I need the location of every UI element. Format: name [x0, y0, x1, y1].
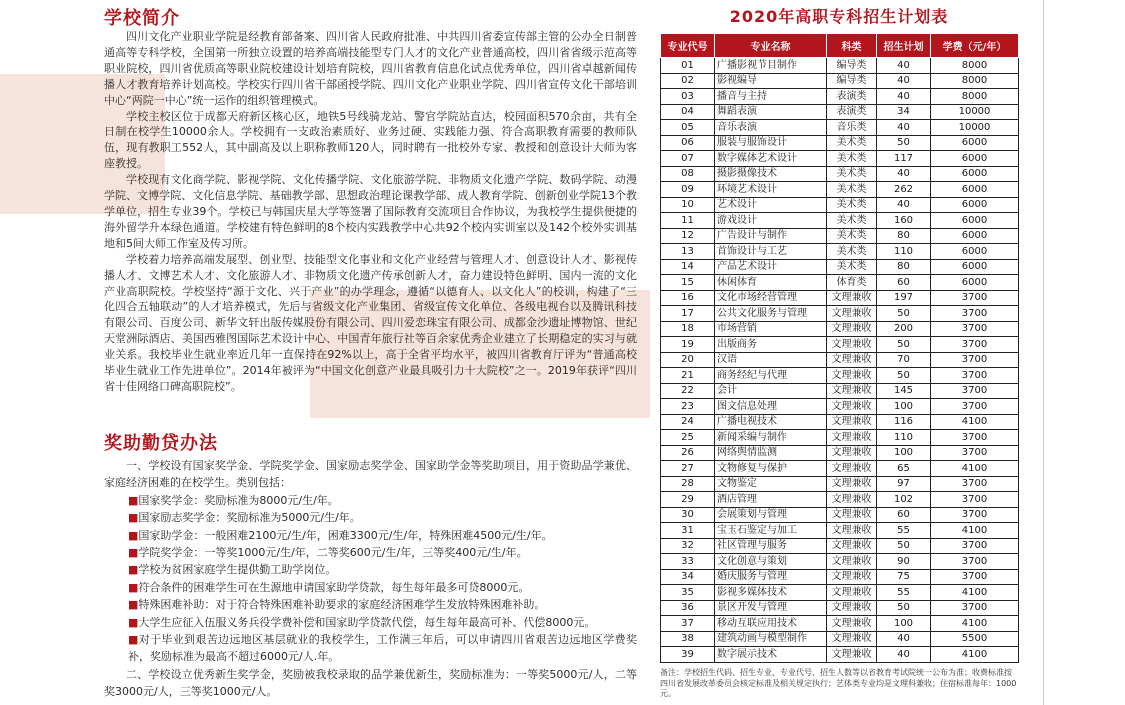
- table-row: [661, 569, 1019, 585]
- cell-quota: 97: [877, 476, 931, 492]
- cell-category: 文理兼收: [827, 647, 877, 663]
- cell-tuition: 6000: [931, 166, 1019, 182]
- cell-category: 文理兼收: [827, 600, 877, 616]
- cell-quota: 100: [877, 616, 931, 632]
- cell-major: 会计: [715, 383, 827, 399]
- cell-major: 影视多媒体技术: [715, 585, 827, 601]
- cell-major: 建筑动画与模型制作: [715, 631, 827, 647]
- cell-category: 文理兼收: [827, 290, 877, 306]
- cell-tuition: 6000: [931, 228, 1019, 244]
- cell-quota: 75: [877, 569, 931, 585]
- cell-major: 环境艺术设计: [715, 182, 827, 198]
- cell-code: 01: [661, 58, 715, 74]
- cell-tuition: 8000: [931, 73, 1019, 89]
- cell-quota: 40: [877, 647, 931, 663]
- cell-code: 19: [661, 337, 715, 353]
- table-row: [661, 476, 1019, 492]
- cell-category: 文理兼收: [827, 430, 877, 446]
- cell-quota: 50: [877, 368, 931, 384]
- table-row: [661, 523, 1019, 539]
- cell-category: 文理兼收: [827, 507, 877, 523]
- cell-category: 美术类: [827, 166, 877, 182]
- cell-quota: 50: [877, 538, 931, 554]
- aid-bullet: ■ 国家励志奖学金：奖励标准为5000元/生/年。: [104, 509, 637, 526]
- table-row: [661, 306, 1019, 322]
- cell-major: 文化创意与策划: [715, 554, 827, 570]
- cell-major: 图文信息处理: [715, 399, 827, 415]
- table-body: [661, 58, 1019, 663]
- plan-note: 备注：学校招生代码、招生专业、专业代号、招生人数等以省教育考试院统一公布为准；收费标准按四川省发展改革委员会核定标准及相关规定执行；艺体类专业均是文理科兼收；住宿标准每年：1000元。: [660, 668, 1017, 698]
- cell-category: 文理兼收: [827, 631, 877, 647]
- cell-major: 移动互联应用技术: [715, 616, 827, 632]
- table-row: [661, 120, 1019, 136]
- cell-tuition: 3700: [931, 352, 1019, 368]
- cell-major: 会展策划与管理: [715, 507, 827, 523]
- cell-quota: 80: [877, 228, 931, 244]
- cell-major: 艺术设计: [715, 197, 827, 213]
- cell-code: 10: [661, 197, 715, 213]
- cell-category: 文理兼收: [827, 399, 877, 415]
- cell-category: 美术类: [827, 259, 877, 275]
- cell-code: 07: [661, 151, 715, 167]
- cell-category: 美术类: [827, 182, 877, 198]
- cell-category: 文理兼收: [827, 538, 877, 554]
- cell-tuition: 3700: [931, 507, 1019, 523]
- table-row: [661, 321, 1019, 337]
- cell-major: 宝玉石鉴定与加工: [715, 523, 827, 539]
- table-row: [661, 554, 1019, 570]
- cell-quota: 80: [877, 259, 931, 275]
- header-quota: 招生计划: [877, 34, 931, 58]
- cell-quota: 40: [877, 120, 931, 136]
- header-major: 专业名称: [715, 34, 827, 58]
- cell-category: 文理兼收: [827, 523, 877, 539]
- cell-quota: 34: [877, 104, 931, 120]
- header-code: 专业代号: [661, 34, 715, 58]
- cell-major: 服装与服饰设计: [715, 135, 827, 151]
- cell-category: 文理兼收: [827, 461, 877, 477]
- cell-quota: 100: [877, 445, 931, 461]
- table-row: [661, 585, 1019, 601]
- cell-major: 景区开发与管理: [715, 600, 827, 616]
- intro-paragraph: 四川文化产业职业学院是经教育部备案、四川省人民政府批准、中共四川省委宣传部主管的公办全日制普通高等专科学校，全国第一所独立设置的培养高端技能型专门人才的文化产业普通高校，四川省省级示范高等职业院校，四川省优质高等职业院校建设计划培育院校，四川省教育信息化试点优秀单位，四川省卓越新闻传播人才教育培养计划高校。学校实行四川省干部函授学院、四川文化产业职业学院、四川省宣传文化干部培训中心“两院一中心”统一运作的组织管理模式。: [104, 30, 637, 107]
- table-row: [661, 244, 1019, 260]
- cell-tuition: 6000: [931, 182, 1019, 198]
- cell-tuition: 10000: [931, 104, 1019, 120]
- table-row: [661, 337, 1019, 353]
- cell-code: 20: [661, 352, 715, 368]
- cell-code: 33: [661, 554, 715, 570]
- cell-category: 表演类: [827, 104, 877, 120]
- cell-category: 文理兼收: [827, 414, 877, 430]
- header-category: 科类: [827, 34, 877, 58]
- cell-major: 音乐表演: [715, 120, 827, 136]
- cell-category: 编导类: [827, 58, 877, 74]
- table-row: [661, 228, 1019, 244]
- page-edge: [1043, 0, 1044, 705]
- table-row: [661, 197, 1019, 213]
- cell-tuition: 3700: [931, 430, 1019, 446]
- cell-tuition: 6000: [931, 244, 1019, 260]
- intro-body: [104, 29, 637, 395]
- cell-category: 文理兼收: [827, 445, 877, 461]
- table-row: [661, 430, 1019, 446]
- cell-major: 社区管理与服务: [715, 538, 827, 554]
- cell-category: 文理兼收: [827, 554, 877, 570]
- cell-code: 25: [661, 430, 715, 446]
- cell-tuition: 6000: [931, 213, 1019, 229]
- cell-code: 31: [661, 523, 715, 539]
- cell-tuition: 10000: [931, 120, 1019, 136]
- cell-tuition: 4100: [931, 414, 1019, 430]
- table-row: [661, 259, 1019, 275]
- table-row: [661, 507, 1019, 523]
- aid-bullet: ■ 大学生应征入伍服义务兵役学费补偿和国家助学贷款代偿，每生每年最高可补、代偿8000元。: [104, 614, 637, 631]
- cell-major: 公共文化服务与管理: [715, 306, 827, 322]
- aid-title: 奖助勤贷办法: [104, 433, 218, 454]
- cell-tuition: 3700: [931, 476, 1019, 492]
- cell-code: 03: [661, 89, 715, 105]
- cell-category: 美术类: [827, 228, 877, 244]
- cell-tuition: 3700: [931, 538, 1019, 554]
- cell-quota: 90: [877, 554, 931, 570]
- cell-code: 16: [661, 290, 715, 306]
- table-row: [661, 492, 1019, 508]
- cell-major: 出版商务: [715, 337, 827, 353]
- cell-quota: 65: [877, 461, 931, 477]
- cell-code: 12: [661, 228, 715, 244]
- cell-code: 05: [661, 120, 715, 136]
- cell-category: 文理兼收: [827, 476, 877, 492]
- cell-code: 13: [661, 244, 715, 260]
- cell-quota: 145: [877, 383, 931, 399]
- cell-tuition: 3700: [931, 383, 1019, 399]
- cell-tuition: 3700: [931, 600, 1019, 616]
- cell-quota: 100: [877, 399, 931, 415]
- table-row: [661, 89, 1019, 105]
- cell-quota: 70: [877, 352, 931, 368]
- cell-quota: 40: [877, 89, 931, 105]
- cell-quota: 200: [877, 321, 931, 337]
- cell-major: 舞蹈表演: [715, 104, 827, 120]
- cell-code: 29: [661, 492, 715, 508]
- cell-category: 文理兼收: [827, 492, 877, 508]
- cell-code: 14: [661, 259, 715, 275]
- cell-tuition: 3700: [931, 337, 1019, 353]
- cell-category: 文理兼收: [827, 352, 877, 368]
- aid-bullet: ■ 学校为贫困家庭学生提供勤工助学岗位。: [104, 561, 637, 578]
- table-row: [661, 414, 1019, 430]
- table-row: [661, 538, 1019, 554]
- table-row: [661, 600, 1019, 616]
- cell-major: 文化市场经营管理: [715, 290, 827, 306]
- cell-category: 文理兼收: [827, 616, 877, 632]
- cell-major: 数字媒体艺术设计: [715, 151, 827, 167]
- aid-bullet: ■ 对于毕业到艰苦边远地区基层就业的我校学生，工作满三年后，可以申请四川省艰苦边远地区学费奖补，奖励标准为最高不超过6000元/人.年。: [104, 631, 637, 666]
- table-row: [661, 399, 1019, 415]
- aid-paragraph-2: 二、学校设立优秀新生奖学金，奖励被我校录取的品学兼优新生，奖励标准为：一等奖5000元/人，二等奖3000元/人，三等奖1000元/人。: [104, 667, 637, 699]
- cell-code: 32: [661, 538, 715, 554]
- cell-code: 17: [661, 306, 715, 322]
- cell-quota: 40: [877, 58, 931, 74]
- cell-major: 游戏设计: [715, 213, 827, 229]
- table-row: [661, 182, 1019, 198]
- cell-code: 30: [661, 507, 715, 523]
- cell-category: 文理兼收: [827, 585, 877, 601]
- cell-quota: 55: [877, 585, 931, 601]
- cell-code: 02: [661, 73, 715, 89]
- aid-bullet: ■ 学院奖学金：一等奖1000元/生/年，二等奖600元/生/年，三等奖400元/生/年。: [104, 544, 637, 561]
- cell-tuition: 4100: [931, 461, 1019, 477]
- cell-quota: 60: [877, 507, 931, 523]
- cell-quota: 40: [877, 631, 931, 647]
- cell-tuition: 8000: [931, 89, 1019, 105]
- cell-major: 休闲体育: [715, 275, 827, 291]
- intro-paragraph: 学校着力培养高端发展型、创业型、技能型文化事业和文化产业经营与管理人才、创意设计人才、影视传播人才、文博艺术人才、文化旅游人才、非物质文化遗产传承创新人才，奋力建设特色鲜明、国内一流的文化产业高职院校。学校坚持“源于文化、兴于产业”的办学理念，遵循“以德育人、以文化人”的校训，构建了“三化四合五轴联动”的人才培养模式，先后与省级文化产业集团、省级宣传文化单位、各级电视台以及腾讯科技有限公司、百度公司、新华文轩出版传媒股份有限公司、四川爱恋珠宝有限公司、成都金沙遗址博物馆、世纪天堂洲际酒店、美国西雅图国际艺术设计中心、中国青年旅行社等百余家优秀企业建立了长期稳定的实习与就业关系。我校毕业生就业率近几年一直保持在92%以上，高于全省平均水平，被四川省教育厅评为“普通高校毕业生就业工作先进单位”。2014年被评为“中国文化创意产业最具吸引力十大院校”之一。2019年获评“四川省十佳网络口碑高职院校”。: [104, 252, 637, 393]
- cell-tuition: 6000: [931, 275, 1019, 291]
- aid-paragraph-1: 一、学校设有国家奖学金、学院奖学金、国家励志奖学金、国家助学金等奖助项目，用于资助品学兼优、家庭经济困难的在校学生。类别包括：: [104, 459, 637, 490]
- cell-tuition: 3700: [931, 399, 1019, 415]
- cell-category: 文理兼收: [827, 337, 877, 353]
- table-row: [661, 213, 1019, 229]
- cell-major: 市场营销: [715, 321, 827, 337]
- cell-major: 广告设计与制作: [715, 228, 827, 244]
- table-row: [661, 631, 1019, 647]
- cell-code: 08: [661, 166, 715, 182]
- aid-bullet: ■ 特殊困难补助：对于符合特殊困难补助要求的家庭经济困难学生发放特殊困难补助。: [104, 596, 637, 613]
- cell-category: 文理兼收: [827, 306, 877, 322]
- cell-code: 38: [661, 631, 715, 647]
- cell-code: 06: [661, 135, 715, 151]
- cell-code: 15: [661, 275, 715, 291]
- table-row: [661, 135, 1019, 151]
- cell-tuition: 6000: [931, 197, 1019, 213]
- header-tuition: 学费（元/年）: [931, 34, 1019, 58]
- aid-bullet: ■ 国家助学金：一般困难2100元/生/年，困难3300元/生/年，特殊困难4500元/生/年。: [104, 527, 637, 544]
- cell-quota: 50: [877, 306, 931, 322]
- cell-major: 产品艺术设计: [715, 259, 827, 275]
- intro-paragraph: 学校现有文化商学院、影视学院、文化传播学院、文化旅游学院、非物质文化遗产学院、数码学院、动漫学院、文博学院、文化信息学院、基础教学部、思想政治理论课教学部、成人教育学院、创新创业学院13个教学单位，招生专业39个。学校已与韩国庆星大学等签署了国际教育交流项目合作协议，为我校学生提供便捷的海外留学升本绿色通道。学校建有特色鲜明的8个校内实践教学中心共92个校内实训室以及142个校外实训基地和5间大师工作室及传习所。: [104, 173, 637, 250]
- table-row: [661, 166, 1019, 182]
- cell-quota: 50: [877, 337, 931, 353]
- cell-tuition: 4100: [931, 647, 1019, 663]
- cell-tuition: 3700: [931, 368, 1019, 384]
- cell-quota: 40: [877, 197, 931, 213]
- table-header-row: [661, 34, 1019, 58]
- cell-code: 26: [661, 445, 715, 461]
- table-row: [661, 73, 1019, 89]
- cell-code: 27: [661, 461, 715, 477]
- cell-category: 文理兼收: [827, 368, 877, 384]
- cell-code: 36: [661, 600, 715, 616]
- cell-category: 文理兼收: [827, 383, 877, 399]
- cell-category: 文理兼收: [827, 569, 877, 585]
- cell-category: 音乐类: [827, 120, 877, 136]
- cell-code: 23: [661, 399, 715, 415]
- table-row: [661, 647, 1019, 663]
- cell-tuition: 6000: [931, 259, 1019, 275]
- cell-tuition: 6000: [931, 151, 1019, 167]
- cell-quota: 60: [877, 275, 931, 291]
- cell-quota: 110: [877, 244, 931, 260]
- table-row: [661, 275, 1019, 291]
- cell-tuition: 3700: [931, 569, 1019, 585]
- cell-category: 美术类: [827, 197, 877, 213]
- table-row: [661, 368, 1019, 384]
- cell-tuition: 3700: [931, 554, 1019, 570]
- cell-quota: 110: [877, 430, 931, 446]
- aid-body: [104, 457, 637, 701]
- cell-tuition: 8000: [931, 58, 1019, 74]
- cell-quota: 50: [877, 600, 931, 616]
- cell-code: 21: [661, 368, 715, 384]
- cell-quota: 102: [877, 492, 931, 508]
- cell-tuition: 3700: [931, 306, 1019, 322]
- cell-major: 首饰设计与工艺: [715, 244, 827, 260]
- cell-category: 表演类: [827, 89, 877, 105]
- cell-major: 婚庆服务与管理: [715, 569, 827, 585]
- cell-code: 24: [661, 414, 715, 430]
- cell-code: 11: [661, 213, 715, 229]
- cell-category: 文理兼收: [827, 321, 877, 337]
- cell-quota: 50: [877, 135, 931, 151]
- cell-quota: 55: [877, 523, 931, 539]
- cell-quota: 197: [877, 290, 931, 306]
- plan-title: 2020年高职专科招生计划表: [729, 7, 949, 26]
- cell-code: 34: [661, 569, 715, 585]
- cell-major: 商务经纪与代理: [715, 368, 827, 384]
- aid-bullet: ■ 符合条件的困难学生可在生源地申请国家助学贷款，每生每年最多可贷8000元。: [104, 579, 637, 596]
- cell-quota: 117: [877, 151, 931, 167]
- cell-code: 39: [661, 647, 715, 663]
- cell-category: 美术类: [827, 151, 877, 167]
- cell-tuition: 3700: [931, 445, 1019, 461]
- cell-tuition: 6000: [931, 135, 1019, 151]
- cell-code: 18: [661, 321, 715, 337]
- cell-major: 文物鉴定: [715, 476, 827, 492]
- cell-category: 美术类: [827, 244, 877, 260]
- cell-tuition: 3700: [931, 290, 1019, 306]
- cell-code: 04: [661, 104, 715, 120]
- cell-major: 影视编导: [715, 73, 827, 89]
- cell-quota: 160: [877, 213, 931, 229]
- cell-quota: 116: [877, 414, 931, 430]
- table-row: [661, 352, 1019, 368]
- cell-major: 新闻采编与制作: [715, 430, 827, 446]
- cell-category: 体育类: [827, 275, 877, 291]
- table-row: [661, 445, 1019, 461]
- cell-major: 酒店管理: [715, 492, 827, 508]
- table-row: [661, 58, 1019, 74]
- cell-major: 网络舆情监测: [715, 445, 827, 461]
- cell-tuition: 3700: [931, 492, 1019, 508]
- cell-major: 数字展示技术: [715, 647, 827, 663]
- enrollment-plan-table: [660, 33, 1019, 663]
- cell-major: 摄影摄像技术: [715, 166, 827, 182]
- cell-tuition: 3700: [931, 321, 1019, 337]
- table-row: [661, 461, 1019, 477]
- cell-code: 22: [661, 383, 715, 399]
- cell-quota: 40: [877, 73, 931, 89]
- aid-bullet: ■ 国家奖学金：奖励标准为8000元/生/年。: [104, 492, 637, 509]
- cell-category: 美术类: [827, 135, 877, 151]
- table-row: [661, 151, 1019, 167]
- cell-major: 广播影视节目制作: [715, 58, 827, 74]
- cell-category: 美术类: [827, 213, 877, 229]
- table-row: [661, 616, 1019, 632]
- intro-title: 学校简介: [104, 8, 180, 29]
- table-row: [661, 104, 1019, 120]
- cell-tuition: 4100: [931, 523, 1019, 539]
- cell-tuition: 4100: [931, 616, 1019, 632]
- intro-paragraph: 学校主校区位于成都天府新区核心区，地铁5号线骑龙站、警官学院站直达，校园面积570余亩，共有全日制在校学生10000余人。学校拥有一支政治素质好、业务过硬、实践能力强、符合高职教育需要的教师队伍，现有教职工552人，其中副高及以上职称教师120人，同时聘有一批校外专家、教授和创意设计大师为客座教授。: [104, 109, 637, 171]
- cell-code: 09: [661, 182, 715, 198]
- cell-major: 汉语: [715, 352, 827, 368]
- cell-code: 35: [661, 585, 715, 601]
- cell-code: 37: [661, 616, 715, 632]
- cell-code: 28: [661, 476, 715, 492]
- table-row: [661, 383, 1019, 399]
- cell-tuition: 5500: [931, 631, 1019, 647]
- table-row: [661, 290, 1019, 306]
- cell-tuition: 4100: [931, 585, 1019, 601]
- cell-major: 播音与主持: [715, 89, 827, 105]
- cell-major: 文物修复与保护: [715, 461, 827, 477]
- cell-quota: 262: [877, 182, 931, 198]
- cell-category: 编导类: [827, 73, 877, 89]
- cell-major: 广播电视技术: [715, 414, 827, 430]
- cell-quota: 40: [877, 166, 931, 182]
